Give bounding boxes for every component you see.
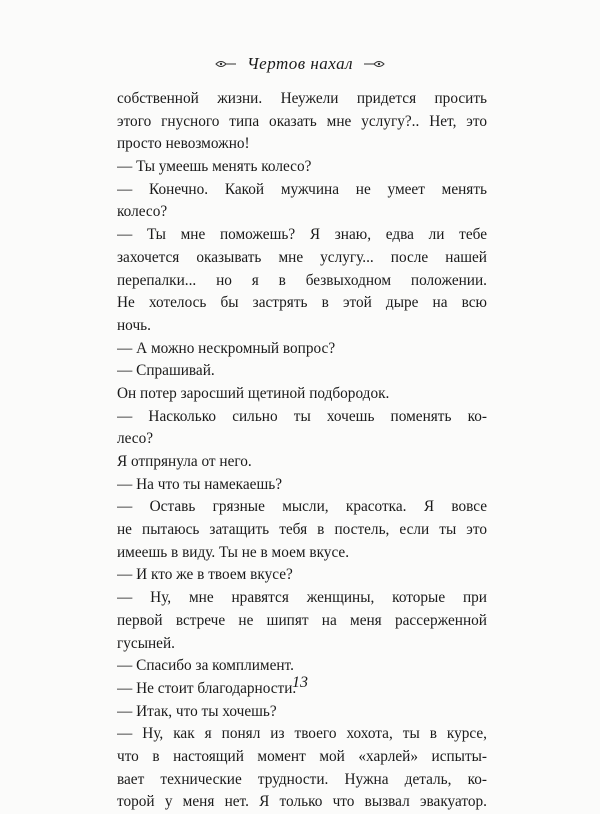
text-line: собственной жизни. Неужели придется просить — [117, 90, 487, 107]
text-line: — Ну, как я понял из твоего хохота, ты в курсе, — [117, 725, 487, 743]
running-header — [0, 54, 600, 74]
text-line: — Ты мне поможешь? Я знаю, едва ли тебе — [117, 226, 487, 244]
text-line: — Ты умеешь менять колесо? — [117, 158, 312, 176]
text-line: что в настоящий момент мой «харлей» испыты- — [117, 747, 487, 765]
text-line: — Оставь грязные мысли, красотка. Я вовсе — [117, 498, 487, 516]
text-line: — Ну, мне нравятся женщины, которые при — [117, 589, 487, 607]
text-line: — На что ты намекаешь? — [117, 475, 282, 493]
page-number: 13 — [292, 674, 308, 691]
left-ornament-icon — [215, 59, 237, 69]
running-title: Чертов нахал — [246, 54, 354, 73]
text-line: Не хотелось бы застрять в этой дыре на всю — [117, 294, 487, 312]
text-line: — А можно нескромный вопрос? — [117, 339, 336, 357]
text-line: лесо? — [117, 430, 154, 448]
text-line: Я отпрянула от него. — [117, 453, 252, 470]
text-line: гусыней. — [117, 634, 175, 652]
text-line: просто невозможно! — [117, 135, 250, 153]
text-line: этого гнусного типа оказать мне услугу?.. Нет, это — [117, 112, 487, 130]
text-line: торой у меня нет. Я только что вызвал эвакуатор. — [117, 793, 487, 811]
text-line: перепалки... но я в безвыходном положении. — [117, 271, 487, 289]
text-line: Он потер заросший щетиной подбородок. — [117, 384, 390, 402]
text-line: имеешь в виду. Ты не в моем вкусе. — [117, 543, 350, 561]
text-line: — Итак, что ты хочешь? — [117, 702, 277, 720]
text-line: первой встрече не шипят на меня рассерженной — [117, 611, 487, 629]
right-ornament-icon — [363, 59, 385, 69]
text-line: колесо? — [117, 203, 168, 221]
text-line: — Насколько сильно ты хочешь поменять ко- — [117, 407, 487, 425]
text-line: — Спрашивай. — [117, 362, 215, 380]
text-line: захочется оказывать мне услугу... после нашей — [117, 248, 487, 266]
text-line: — Конечно. Какой мужчина не умеет менять — [117, 180, 487, 198]
text-line: — Спасибо за комплимент. — [117, 657, 294, 675]
text-line: — Не стоит благодарности. — [117, 679, 297, 697]
text-line: ночь. — [117, 316, 151, 334]
text-line: вает технические трудности. Нужна деталь, ко- — [117, 770, 487, 788]
text-line: не пытаюсь затащить тебя в постель, если ты это — [117, 521, 487, 539]
text-line: — И кто же в твоем вкусе? — [117, 566, 293, 584]
body-text — [117, 88, 487, 814]
